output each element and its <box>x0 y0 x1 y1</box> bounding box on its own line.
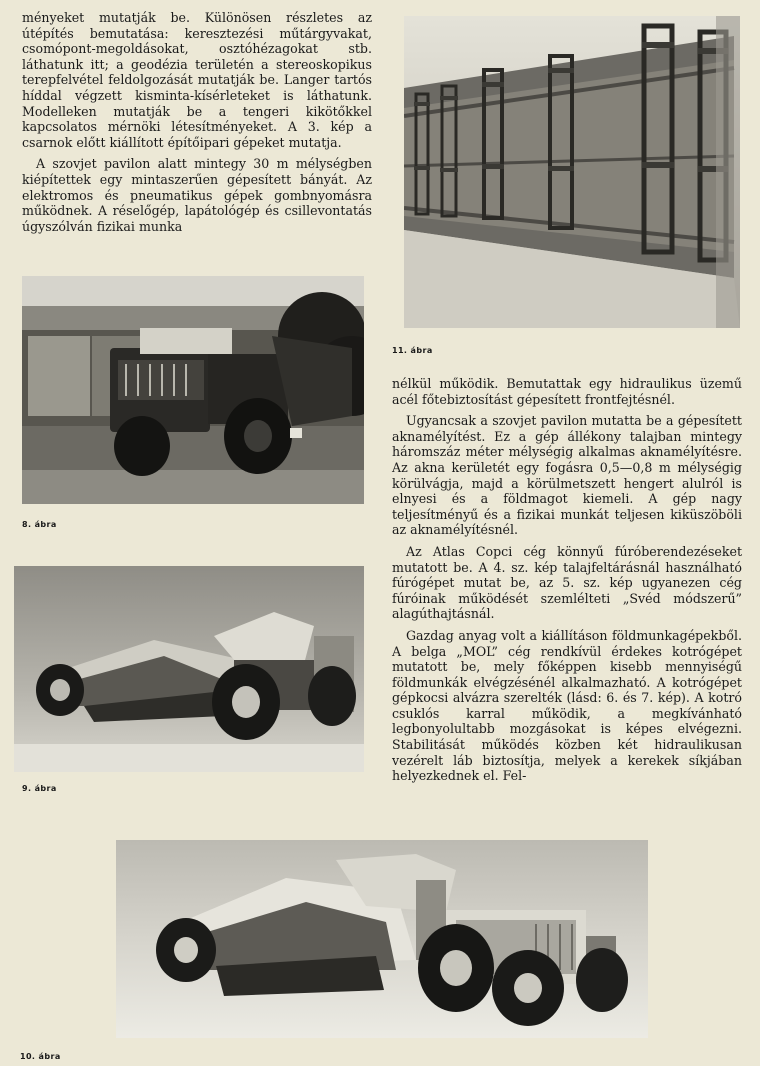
paragraph: Ugyancsak a szovjet pavilon mutatta be a gépesített aknamélyítést. Ez a gép állékony talajban mintegy háromszáz méter mélységig alkalmas aknamélyítésre. Az akna kerületét egy fogásra 0,5—0,8 m mélységig körülvágja, majd a körülmetszett hengert alulról is elnyesi és a földmagot kiemeli. A gép nagy teljesítményű és a fizikai munkát teljesen kiküszöböli az aknamélyítésnél. <box>392 413 742 538</box>
figure-11-caption: 11. ábra <box>392 346 433 355</box>
paragraph: nélkül működik. Bemutattak egy hidraulikus üzemű acél főtebiztosítást gépesített frontfejtésnél. <box>392 376 742 407</box>
right-column-text <box>392 376 742 790</box>
paragraph: Az Atlas Copci cég könnyű fúróberendezéseket mutatott be. A 4. sz. kép talajfeltárásnál használható fúrógépet mutat be, az 5. sz. kép ugyanezen cég fúróinak működését szemlélteti „Svéd módszerű” alagúthajtásnál. <box>392 543 742 622</box>
paragraph: A szovjet pavilon alatt mintegy 30 m mélységben kiépítettek egy mintaszerűen gépesített bányát. Az elektromos és pneumatikus gépek gombnyomásra működnek. A réselőgép, lapátológép és csillevontatás úgyszólván fizikai munka <box>22 156 372 234</box>
left-column-text <box>22 10 372 240</box>
figure-9-caption: 9. ábra <box>22 784 57 793</box>
figure-11-photo <box>404 16 740 328</box>
figure-8-photo <box>22 276 364 504</box>
figure-10-caption: 10. ábra <box>20 1052 61 1061</box>
paragraph: Gazdag anyag volt a kiállításon földmunkagépekből. A belga „MOL” cég rendkívül érdekes kotrógépet mutatott be, mely főképpen kisebb mennyiségű földmunkák elvégzésénél alkalmazható. A kotrógépet gépkocsi alvázra szerelték (lásd: 6. és 7. kép). A kotró csuklós karral működik, a megkívánható legbonyolultabb mozgásokat is képes elvégezni. Stabilitását működés közben két hidraulikusan vezérelt láb biztosítja, melyek a kerekek síkjában helyezkednek el. Fel- <box>392 627 742 784</box>
figure-8-caption: 8. ábra <box>22 520 57 529</box>
paragraph: ményeket mutatják be. Különösen részletes az útépítés bemutatása: keresztezési műtárgyvakat, csomópont-megoldásokat, osztóhézagokat stb. láthatunk itt; a geodézia területén a stereoskopikus terepfelvétel feldolgozását mutatják be. Langer tartós híddal végzett kisminta-kísérleteket is láthatunk. Modelleken mutatják be a tengeri kikötőkkel kapcsolatos mérnöki létesítményeket. A 3. kép a csarnok előtt kiállított építőipari gépeket mutatja. <box>22 10 372 150</box>
figure-10-photo <box>116 840 648 1038</box>
figure-9-photo <box>14 566 364 772</box>
